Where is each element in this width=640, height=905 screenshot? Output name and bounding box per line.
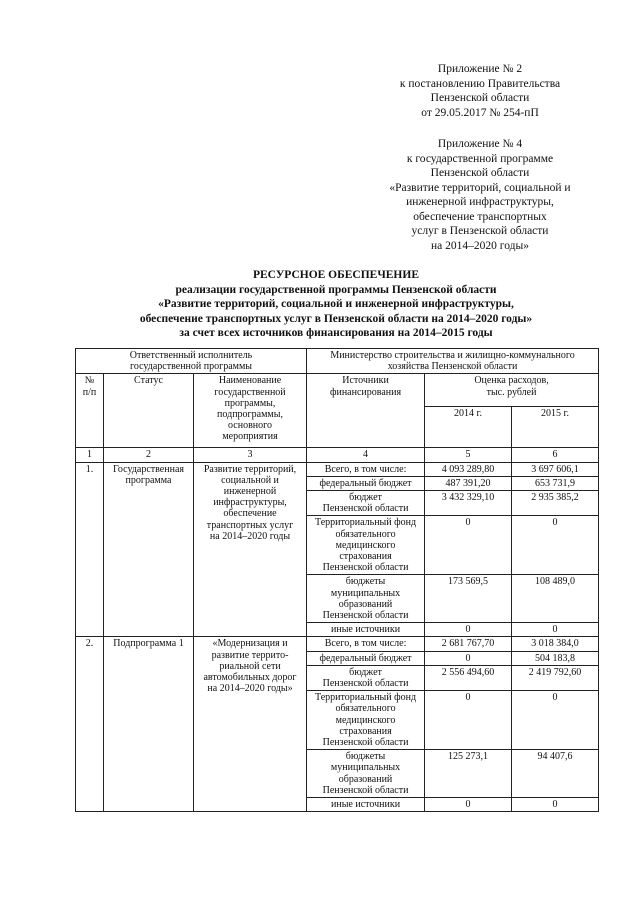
appendix-2-line: Пензенской области <box>430 92 530 104</box>
responsible-value: Министерство строительства и жилищно-коммунального хозяйства Пензенской области <box>307 349 599 374</box>
appendix-4-line: к государственной программе <box>406 152 554 165</box>
value-2014: 0 <box>425 798 512 812</box>
appendix-4-line: «Развитие территорий, социальной и <box>389 181 571 194</box>
title-line: «Развитие территорий, социальной и инженерной инфраструктуры, <box>158 298 514 310</box>
value-2015: 653 731,9 <box>512 476 599 490</box>
col-name-header: Наименование государственной программы, подпрограммы, основного мероприятия <box>194 374 307 448</box>
value-2015: 0 <box>512 516 599 575</box>
appendix-2-line: Приложение № 2 <box>437 63 523 75</box>
title-line: реализации государственной программы Пензенской области <box>175 283 497 296</box>
index-cell: 2 <box>104 448 194 462</box>
document-title <box>60 268 612 341</box>
index-cell: 4 <box>307 448 425 462</box>
index-row <box>76 448 599 462</box>
value-2014: 0 <box>425 651 512 665</box>
value-2014: 2 556 494,60 <box>425 665 512 690</box>
row-number: 1. <box>76 462 104 637</box>
value-2014: 0 <box>425 623 512 637</box>
funding-source: федеральный бюджет <box>307 476 425 490</box>
value-2015: 2 935 385,2 <box>512 491 599 516</box>
responsible-row <box>76 349 599 374</box>
appendix-4-line: услуг в Пензенской области <box>411 225 549 237</box>
funding-source: Территориальный фонд обязательного медицинского страхования Пензенской области <box>307 516 425 575</box>
funding-source: иные источники <box>307 623 425 637</box>
index-cell: 5 <box>425 448 512 462</box>
funding-source: Всего, в том числе: <box>307 462 425 476</box>
appendix-4-line: обеспечение транспортных <box>413 210 547 223</box>
responsible-label: Ответственный исполнитель государственной программы <box>76 349 307 374</box>
header-row <box>76 374 599 407</box>
year-2014-header: 2014 г. <box>425 407 512 448</box>
funding-source: бюджеты муниципальных образований Пензенской области <box>307 750 425 798</box>
appendix-2-line: от 29.05.2017 № 254-пП <box>421 106 539 119</box>
appendix-2-block <box>360 62 600 120</box>
title-line: за счет всех источников финансирования на 2014–2015 годы <box>179 327 493 339</box>
appendix-4-line: Приложение № 4 <box>437 138 523 150</box>
row-number: 2. <box>76 637 104 812</box>
value-2015: 2 419 792,60 <box>512 665 599 690</box>
funding-source: федеральный бюджет <box>307 651 425 665</box>
title-line: обеспечение транспортных услуг в Пензенской области на 2014–2020 годы» <box>139 312 533 325</box>
funding-source: бюджет Пензенской области <box>307 665 425 690</box>
col-num-header: № п/п <box>76 374 104 448</box>
funding-source: иные источники <box>307 798 425 812</box>
value-2014: 2 681 767,70 <box>425 637 512 651</box>
year-2015-header: 2015 г. <box>512 407 599 448</box>
value-2015: 0 <box>512 691 599 750</box>
row-status: Подпрограмма 1 <box>104 637 194 812</box>
funding-source: бюджет Пензенской области <box>307 491 425 516</box>
value-2015: 0 <box>512 623 599 637</box>
appendix-4-line: на 2014–2020 годы» <box>431 239 529 252</box>
row-program-name: «Модернизация и развитие террито- риальной сети автомобильных дорог на 2014–2020 годы» <box>194 637 307 812</box>
index-cell: 3 <box>194 448 307 462</box>
appendix-4-block <box>360 137 600 253</box>
row-program-name: Развитие территорий, социальной и инженерной инфраструктуры, обеспечение транспортных услуг на 2014–2020 годы <box>194 462 307 637</box>
value-2015: 108 489,0 <box>512 575 599 623</box>
table-row <box>76 462 599 476</box>
value-2014: 4 093 289,80 <box>425 462 512 476</box>
table-row <box>76 637 599 651</box>
funding-source: Всего, в том числе: <box>307 637 425 651</box>
value-2014: 487 391,20 <box>425 476 512 490</box>
value-2014: 125 273,1 <box>425 750 512 798</box>
appendix-2-line: к постановлению Правительства <box>399 77 561 90</box>
col-status-header: Статус <box>104 374 194 448</box>
funding-source: Территориальный фонд обязательного медицинского страхования Пензенской области <box>307 691 425 750</box>
resource-table <box>75 348 599 812</box>
index-cell: 1 <box>76 448 104 462</box>
col-estimate-header: Оценка расходов, тыс. рублей <box>425 374 599 407</box>
col-sources-header: Источники финансирования <box>307 374 425 448</box>
value-2014: 3 432 329,10 <box>425 491 512 516</box>
appendix-4-line: Пензенской области <box>430 167 530 179</box>
value-2015: 3 697 606,1 <box>512 462 599 476</box>
value-2014: 173 569,5 <box>425 575 512 623</box>
title-line: РЕСУРСНОЕ ОБЕСПЕЧЕНИЕ <box>252 269 419 281</box>
index-cell: 6 <box>512 448 599 462</box>
appendix-4-line: инженерной инфраструктуры, <box>406 196 554 208</box>
value-2015: 504 183,8 <box>512 651 599 665</box>
value-2015: 94 407,6 <box>512 750 599 798</box>
value-2014: 0 <box>425 516 512 575</box>
row-status: Государственная программа <box>104 462 194 637</box>
value-2015: 0 <box>512 798 599 812</box>
value-2015: 3 018 384,0 <box>512 637 599 651</box>
value-2014: 0 <box>425 691 512 750</box>
funding-source: бюджеты муниципальных образований Пензенской области <box>307 575 425 623</box>
